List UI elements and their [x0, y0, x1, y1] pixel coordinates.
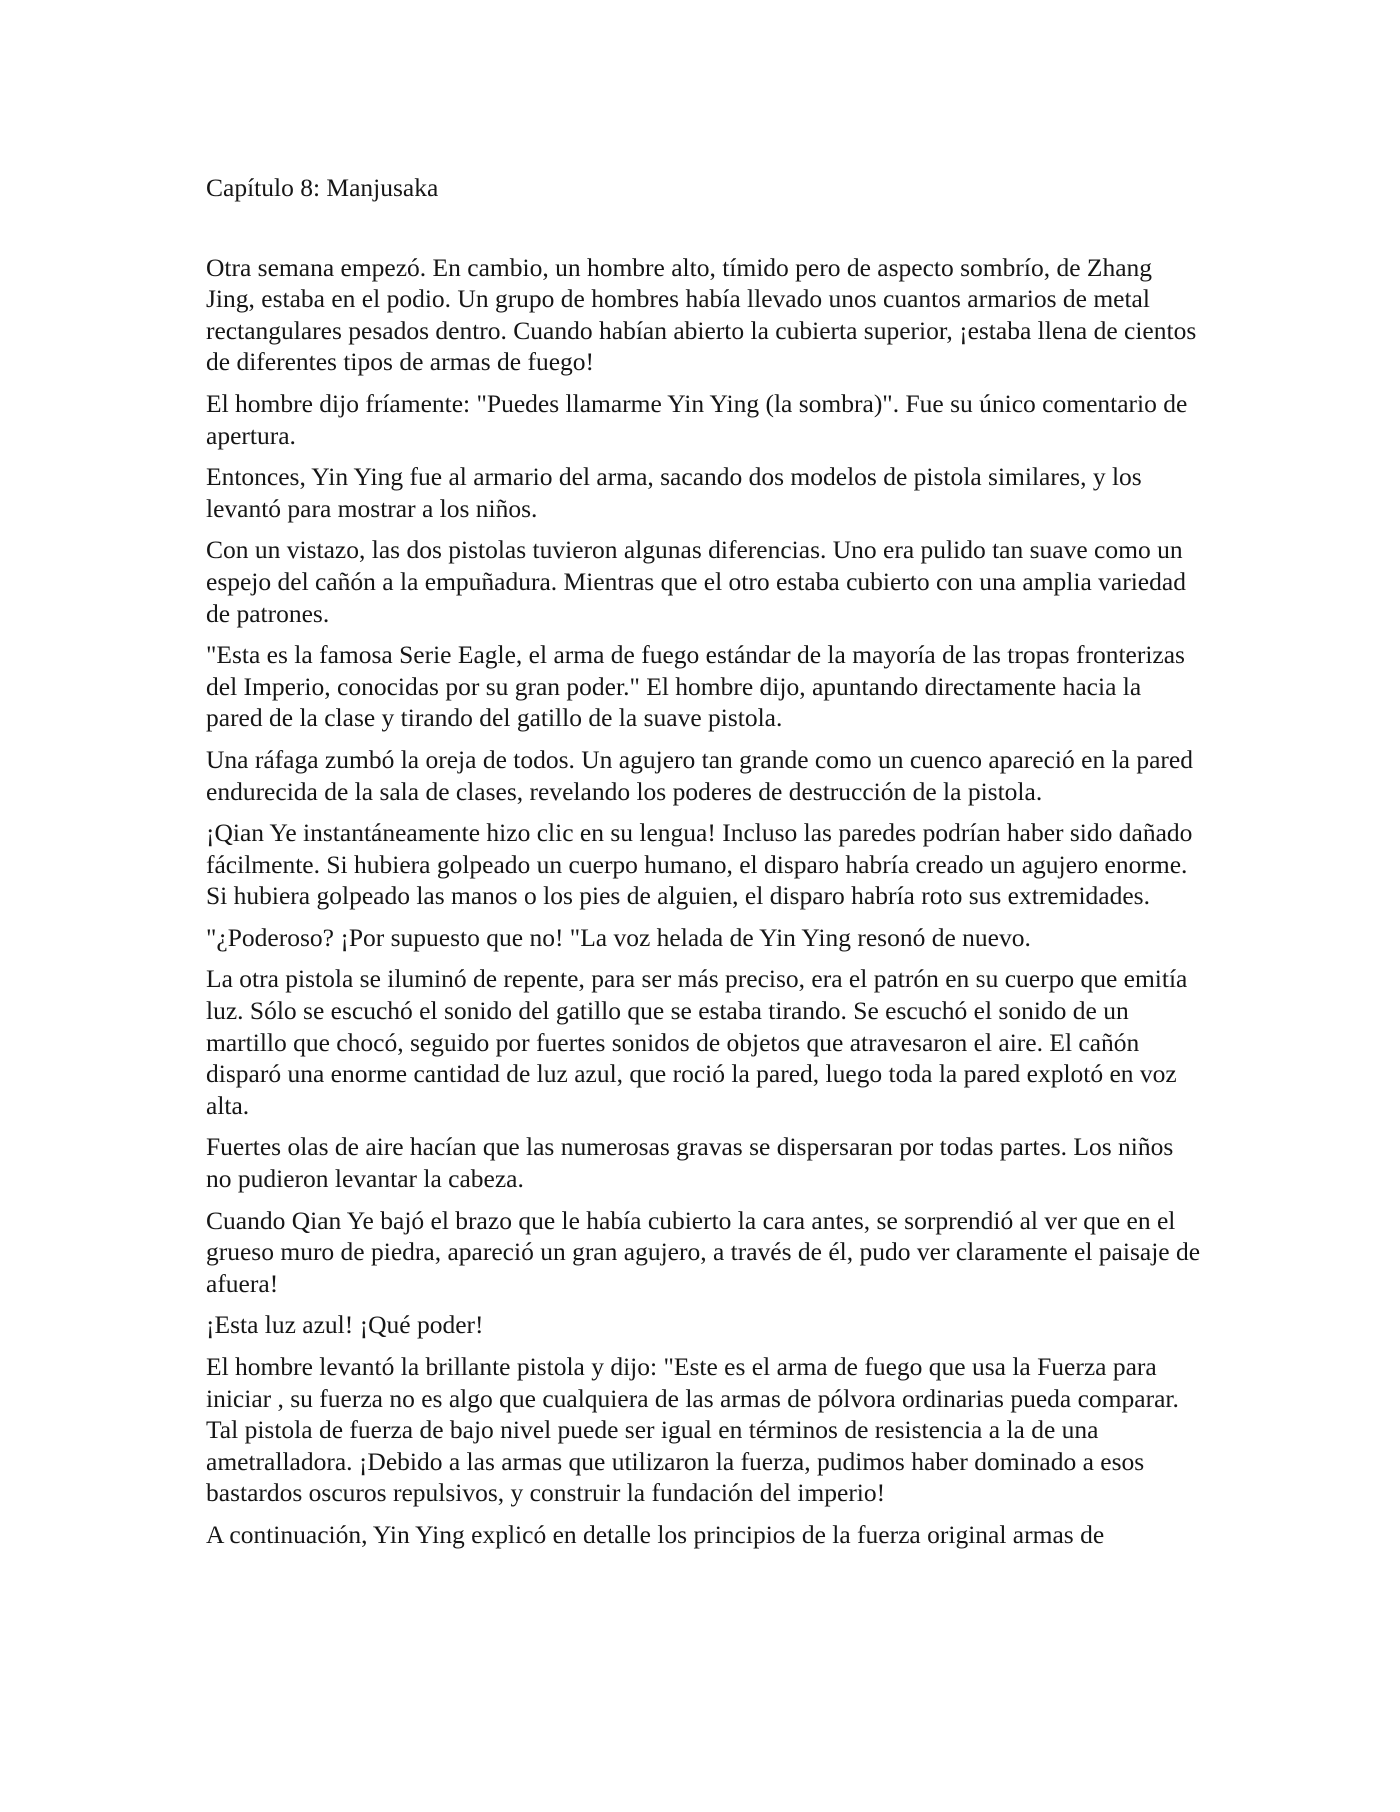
paragraph: Cuando Qian Ye bajó el brazo que le había cubierto la cara antes, se sorprendió al ver que en el grueso muro de piedra, apareció un gran agujero, a través de él, pudo ver claramente el paisaje de afuera!: [206, 1205, 1201, 1298]
paragraph: Fuertes olas de aire hacían que las numerosas gravas se dispersaran por todas partes. Los niños no pudieron levantar la cabeza.: [206, 1132, 1174, 1194]
paragraph: Otra semana empezó. En cambio, un hombre alto, tímido pero de aspecto sombrío, de Zhang Jing, estaba en el podio. Un grupo de hombres había llevado unos cuantos armarios de metal rectangulares pesados dentro. Cuando habían abierto la cubierta superior, ¡estaba llena de cientos de diferentes tipos de armas de fuego!: [206, 252, 1197, 377]
paragraph: Entonces, Yin Ying fue al armario del arma, sacando dos modelos de pistola similares, y los levantó para mostrar a los niños.: [206, 462, 1142, 523]
paragraph: ¡Qian Ye instantáneamente hizo clic en su lengua! Incluso las paredes podrían haber sido dañado fácilmente. Si hubiera golpeado un cuerpo humano, el disparo habría creado un agujero enorme. Si hubiera golpeado las manos o los pies de alguien, el disparo habría roto sus extremidades.: [206, 818, 1193, 911]
paragraph: El hombre dijo fríamente: "Puedes llamarme Yin Ying (la sombra)". Fue su único comentario de apertura.: [206, 388, 1188, 450]
paragraph: "¿Poderoso? ¡Por supuesto que no! "La voz helada de Yin Ying resonó de nuevo.: [206, 922, 1031, 952]
paragraph: ¡Esta luz azul! ¡Qué poder!: [206, 1310, 484, 1340]
paragraph: El hombre levantó la brillante pistola y dijo: "Este es el arma de fuego que usa la Fuerza para iniciar , su fuerza no es algo que cualquiera de las armas de pólvora ordinarias pueda comparar. Tal pistola de fuerza de bajo nivel puede ser igual en términos de resistencia a la de una ametralladora. ¡Debido a las armas que utilizaron la fuerza, pudimos haber dominado a esos bastardos oscuros repulsivos, y construir la fundación del imperio!: [206, 1352, 1179, 1508]
paragraph: Con un vistazo, las dos pistolas tuvieron algunas diferencias. Uno era pulido tan suave como un espejo del cañón a la empuñadura. Mientras que el otro estaba cubierto con una amplia variedad de patrones.: [206, 535, 1186, 628]
chapter-title: Capítulo 8: Manjusaka: [206, 173, 439, 202]
document-body: [206, 172, 1204, 1561]
paragraph: A continuación, Yin Ying explicó en detalle los principios de la fuerza original armas de: [206, 1519, 1105, 1549]
paragraph: Una ráfaga zumbó la oreja de todos. Un agujero tan grande como un cuenco apareció en la pared endurecida de la sala de clases, revelando los poderes de destrucción de la pistola.: [206, 744, 1193, 806]
paragraph: "Esta es la famosa Serie Eagle, el arma de fuego estándar de la mayoría de las tropas fronterizas del Imperio, conocidas por su gran poder." El hombre dijo, apuntando directamente hacia la pared de la clase y tirando del gatillo de la suave pistola.: [206, 640, 1185, 733]
paragraph: La otra pistola se iluminó de repente, para ser más preciso, era el patrón en su cuerpo que emitía luz. Sólo se escuchó el sonido del gatillo que se estaba tirando. Se escuchó el sonido de un martillo que chocó, seguido por fuertes sonidos de objetos que atravesaron el aire. El cañón disparó una enorme cantidad de luz azul, que roció la pared, luego toda la pared explotó en voz alta.: [206, 964, 1188, 1120]
